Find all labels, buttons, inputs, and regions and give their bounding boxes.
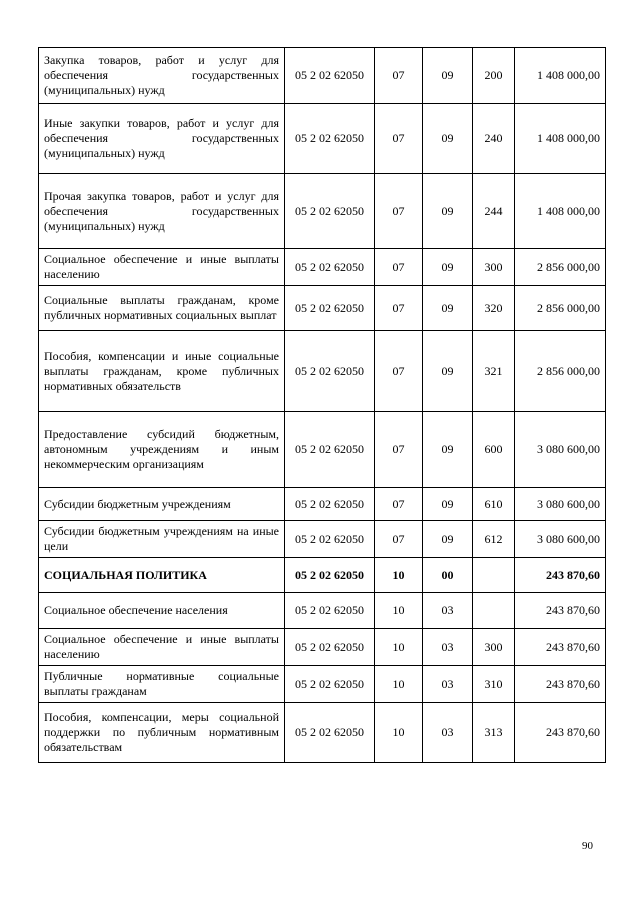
table-row	[39, 104, 606, 174]
cell-section: 07	[375, 174, 423, 249]
cell-subsection: 09	[423, 412, 473, 488]
cell-amount: 243 870,60	[515, 558, 606, 593]
cell-name: Социальное обеспечение населения	[39, 593, 285, 629]
cell-target-article: 05 2 02 62050	[285, 104, 375, 174]
cell-expense-type: 244	[473, 174, 515, 249]
cell-expense-type: 321	[473, 331, 515, 412]
cell-target-article: 05 2 02 62050	[285, 666, 375, 703]
table-row	[39, 331, 606, 412]
cell-amount: 2 856 000,00	[515, 249, 606, 286]
cell-subsection: 00	[423, 558, 473, 593]
cell-amount: 1 408 000,00	[515, 174, 606, 249]
cell-amount: 1 408 000,00	[515, 48, 606, 104]
cell-amount: 3 080 600,00	[515, 412, 606, 488]
page-number: 90	[582, 840, 593, 852]
cell-subsection: 09	[423, 286, 473, 331]
cell-target-article: 05 2 02 62050	[285, 48, 375, 104]
cell-expense-type: 612	[473, 521, 515, 558]
cell-section: 07	[375, 412, 423, 488]
cell-target-article: 05 2 02 62050	[285, 558, 375, 593]
cell-section: 10	[375, 593, 423, 629]
cell-expense-type: 300	[473, 629, 515, 666]
cell-target-article: 05 2 02 62050	[285, 412, 375, 488]
table-row	[39, 249, 606, 286]
table-row	[39, 703, 606, 763]
table-row	[39, 521, 606, 558]
cell-subsection: 03	[423, 629, 473, 666]
cell-subsection: 09	[423, 174, 473, 249]
cell-amount: 243 870,60	[515, 629, 606, 666]
cell-target-article: 05 2 02 62050	[285, 331, 375, 412]
cell-expense-type: 310	[473, 666, 515, 703]
cell-expense-type: 300	[473, 249, 515, 286]
cell-name: Прочая закупка товаров, работ и услуг для обеспечения государственных (муниципальных) нужд	[39, 174, 285, 249]
cell-name: Субсидии бюджетным учреждениям на иные цели	[39, 521, 285, 558]
cell-expense-type: 240	[473, 104, 515, 174]
table-row	[39, 488, 606, 521]
cell-amount: 2 856 000,00	[515, 331, 606, 412]
table-row	[39, 174, 606, 249]
cell-target-article: 05 2 02 62050	[285, 703, 375, 763]
table-row	[39, 666, 606, 703]
cell-section: 07	[375, 488, 423, 521]
cell-expense-type: 320	[473, 286, 515, 331]
cell-subsection: 09	[423, 48, 473, 104]
cell-name: Социальные выплаты гражданам, кроме публичных нормативных социальных выплат	[39, 286, 285, 331]
cell-amount: 243 870,60	[515, 593, 606, 629]
cell-subsection: 03	[423, 666, 473, 703]
table-row	[39, 48, 606, 104]
cell-expense-type: 610	[473, 488, 515, 521]
cell-amount: 243 870,60	[515, 703, 606, 763]
table-row	[39, 558, 606, 593]
cell-section: 10	[375, 703, 423, 763]
cell-expense-type: 200	[473, 48, 515, 104]
cell-name: Иные закупки товаров, работ и услуг для обеспечения государственных (муниципальных) нужд	[39, 104, 285, 174]
cell-name: Пособия, компенсации, меры социальной поддержки по публичным нормативным обязательствам	[39, 703, 285, 763]
cell-name: СОЦИАЛЬНАЯ ПОЛИТИКА	[39, 558, 285, 593]
cell-name: Субсидии бюджетным учреждениям	[39, 488, 285, 521]
cell-name: Предоставление субсидий бюджетным, автономным учреждениям и иным некоммерческим организациям	[39, 412, 285, 488]
cell-section: 07	[375, 48, 423, 104]
cell-target-article: 05 2 02 62050	[285, 521, 375, 558]
cell-amount: 243 870,60	[515, 666, 606, 703]
cell-expense-type: 600	[473, 412, 515, 488]
cell-name: Социальное обеспечение и иные выплаты населению	[39, 249, 285, 286]
cell-target-article: 05 2 02 62050	[285, 286, 375, 331]
cell-amount: 3 080 600,00	[515, 488, 606, 521]
cell-subsection: 09	[423, 249, 473, 286]
cell-subsection: 03	[423, 703, 473, 763]
cell-target-article: 05 2 02 62050	[285, 488, 375, 521]
cell-expense-type: 313	[473, 703, 515, 763]
table-row	[39, 629, 606, 666]
table-row	[39, 593, 606, 629]
cell-target-article: 05 2 02 62050	[285, 629, 375, 666]
table-row	[39, 286, 606, 331]
cell-subsection: 09	[423, 521, 473, 558]
table-row	[39, 412, 606, 488]
cell-name: Социальное обеспечение и иные выплаты населению	[39, 629, 285, 666]
cell-section: 07	[375, 521, 423, 558]
cell-expense-type	[473, 558, 515, 593]
cell-section: 10	[375, 666, 423, 703]
cell-name: Пособия, компенсации и иные социальные выплаты гражданам, кроме публичных нормативных обязательств	[39, 331, 285, 412]
cell-section: 10	[375, 558, 423, 593]
cell-name: Публичные нормативные социальные выплаты гражданам	[39, 666, 285, 703]
cell-target-article: 05 2 02 62050	[285, 249, 375, 286]
cell-amount: 2 856 000,00	[515, 286, 606, 331]
cell-subsection: 09	[423, 104, 473, 174]
cell-section: 07	[375, 249, 423, 286]
cell-expense-type	[473, 593, 515, 629]
cell-subsection: 09	[423, 331, 473, 412]
cell-section: 07	[375, 104, 423, 174]
cell-section: 10	[375, 629, 423, 666]
cell-subsection: 09	[423, 488, 473, 521]
cell-subsection: 03	[423, 593, 473, 629]
cell-section: 07	[375, 286, 423, 331]
cell-target-article: 05 2 02 62050	[285, 593, 375, 629]
cell-amount: 1 408 000,00	[515, 104, 606, 174]
cell-name: Закупка товаров, работ и услуг для обеспечения государственных (муниципальных) нужд	[39, 48, 285, 104]
cell-target-article: 05 2 02 62050	[285, 174, 375, 249]
cell-section: 07	[375, 331, 423, 412]
cell-amount: 3 080 600,00	[515, 521, 606, 558]
budget-table	[38, 47, 606, 763]
